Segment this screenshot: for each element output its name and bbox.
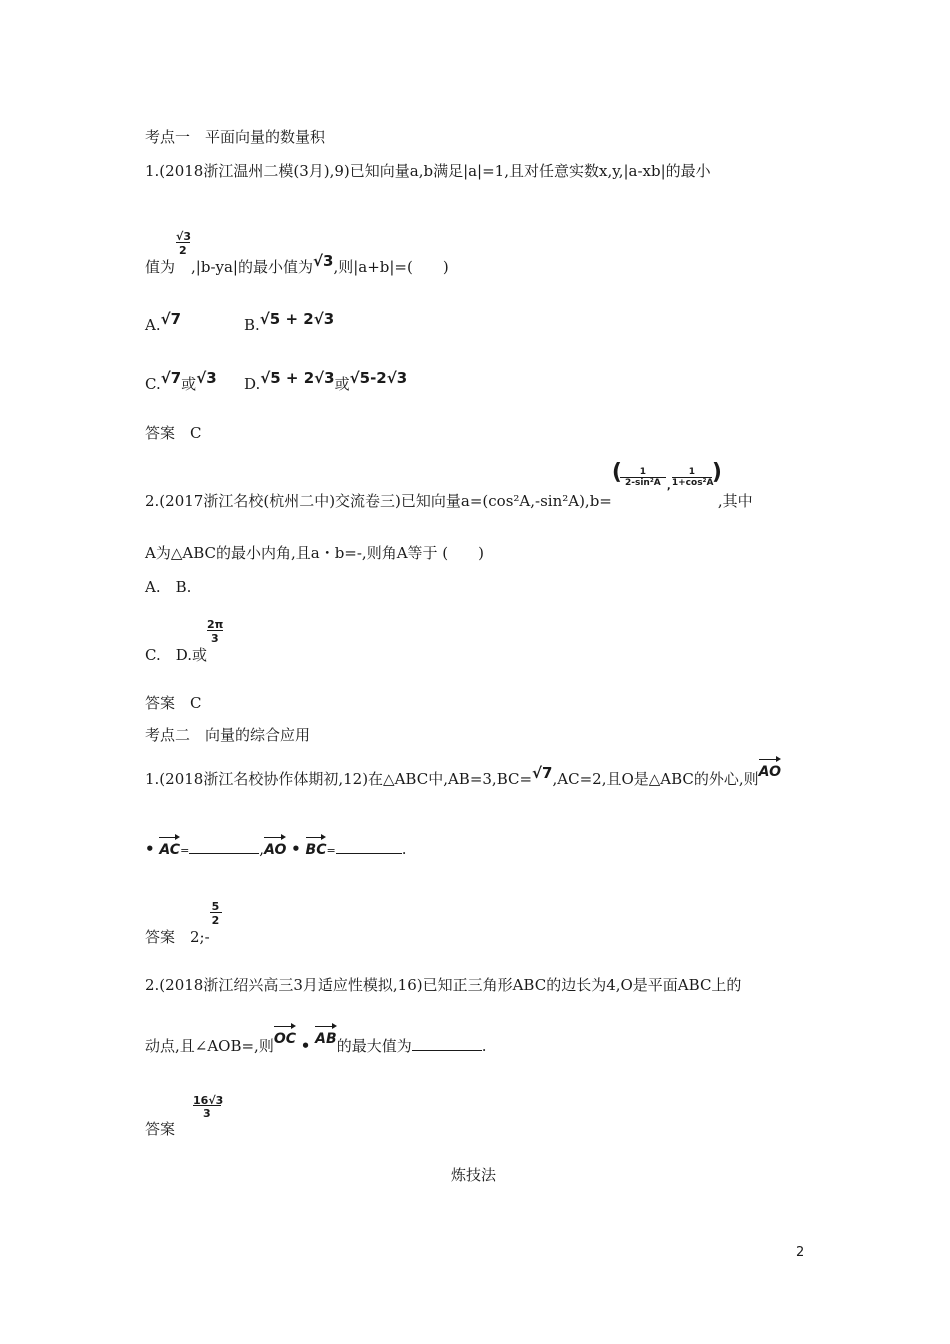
comma: , — [666, 481, 671, 492]
vector-oc — [274, 1030, 296, 1048]
stem-text: ,则|a+b|=( ) — [333, 258, 449, 276]
vector-label: AC — [159, 842, 181, 858]
option-value: √7 — [160, 369, 182, 387]
question-2-1-stem — [145, 764, 781, 789]
fraction-denominator: 2 — [179, 244, 187, 257]
option-c — [145, 369, 217, 393]
question-1-1-stem-line2 — [145, 230, 449, 276]
option-label: D. — [244, 375, 261, 393]
fraction-denominator: 2 — [211, 914, 220, 927]
answer-text: 答案 — [145, 1120, 176, 1138]
comma: , — [259, 840, 265, 858]
subheading: 炼技法 — [451, 1166, 497, 1184]
section-title-1: 考点一 平面向量的数量积 — [145, 128, 326, 146]
page-number: 2 — [796, 1245, 805, 1260]
fraction-numerator: √3 — [176, 230, 192, 243]
stem-text: 2.(2017浙江名校(杭州二中)交流卷三)已知向量a=(cos²A,-sin²A),b= — [145, 492, 612, 510]
fraction-denominator: 1+cos²A — [671, 478, 714, 488]
vector-b-components — [611, 460, 722, 506]
option-a — [145, 310, 182, 334]
fraction-denominator: 3 — [203, 1107, 211, 1120]
stem-text: 1.(2018浙江名校协作体期初,12)在△ABC中,AB=3,BC= — [145, 770, 533, 788]
vector-arrow-icon — [315, 1023, 337, 1029]
sqrt3: √3 — [312, 252, 334, 270]
fraction-5-over-2 — [210, 900, 222, 942]
question-2-2-stem-line2 — [145, 1031, 487, 1056]
question-2-1-blanks — [145, 840, 406, 860]
vector-ab — [315, 1030, 337, 1048]
answer-2-2 — [145, 1094, 225, 1138]
vector-label: AB — [315, 1031, 337, 1047]
vector-ao — [264, 841, 286, 859]
fraction-denominator: 2-sin²A — [624, 478, 661, 488]
vector-label: AO — [758, 764, 781, 780]
options-a-b: A. B. — [145, 578, 192, 596]
answer-1-1: 答案 C — [145, 424, 202, 442]
fraction-numerator: 2π — [206, 618, 224, 631]
question-1-2-stem — [145, 460, 753, 510]
question-1-1-stem: 1.(2018浙江温州二模(3月),9)已知向量a,b满足|a|=1,且对任意实数x,y,|a-xb|的最小 — [145, 162, 711, 180]
equals: = — [180, 844, 190, 857]
question-1-2-stem-line2: A为△ABC的最小内角,且a・b=-,则角A等于 ( ) — [145, 544, 485, 562]
answer-blank-1[interactable] — [189, 841, 259, 854]
left-paren: ( — [611, 460, 622, 485]
vector-label: OC — [273, 1031, 297, 1047]
fraction-sqrt3-over-2 — [175, 230, 192, 272]
dot-operator: • — [291, 840, 301, 858]
option-label: C. — [145, 375, 161, 393]
period: . — [481, 1037, 487, 1055]
answer-2-1 — [145, 900, 222, 946]
fraction-numerator: 1 — [639, 467, 646, 477]
option-value: √3 — [196, 369, 217, 387]
option-value: √5 + 2√3 — [259, 310, 335, 328]
stem-text: ,|b-ya|的最小值为 — [191, 258, 313, 276]
vector-label: AO — [264, 842, 287, 858]
equals: = — [326, 844, 336, 857]
fraction-1 — [620, 467, 666, 488]
answer-1-2: 答案 C — [145, 694, 202, 712]
vector-arrow-icon — [306, 834, 327, 840]
option-label: B. — [244, 316, 260, 334]
stem-text: 动点,且∠AOB=,则 — [145, 1037, 274, 1055]
fraction-denominator: 3 — [210, 632, 219, 645]
option-or: 或 — [181, 375, 197, 393]
option-value: √5-2√3 — [349, 369, 408, 387]
dot-operator: • — [300, 1037, 311, 1055]
vector-arrow-icon — [159, 834, 180, 840]
option-value: √7 — [160, 310, 182, 328]
option-or: 或 — [334, 375, 350, 393]
answer-blank-2[interactable] — [336, 841, 402, 854]
stem-text: ,AC=2,且O是△ABC的外心,则 — [552, 770, 759, 788]
fraction-numerator: 5 — [211, 900, 220, 913]
sqrt7: √7 — [532, 764, 553, 782]
options-text: C. D.或 — [145, 646, 207, 664]
fraction-numerator: 1 — [688, 467, 695, 477]
stem-text: 的最大值为 — [336, 1037, 412, 1055]
option-label: A. — [145, 316, 161, 334]
stem-text: 值为 — [145, 258, 176, 276]
vector-bc — [306, 841, 327, 859]
stem-text: ,其中 — [717, 492, 753, 510]
period: . — [401, 840, 407, 858]
right-paren: ) — [711, 460, 722, 485]
answer-blank[interactable] — [412, 1038, 482, 1051]
fraction-16sqrt3-over-3 — [175, 1094, 225, 1134]
dot-operator: • — [145, 840, 155, 858]
vector-label: BC — [305, 842, 327, 858]
vector-arrow-icon — [759, 756, 781, 762]
answer-text: 答案 2;- — [145, 928, 210, 946]
question-2-2-stem: 2.(2018浙江绍兴高三3月适应性模拟,16)已知正三角形ABC的边长为4,O是平面ABC上的 — [145, 976, 742, 994]
option-b — [244, 310, 335, 334]
fraction-2 — [672, 467, 712, 488]
vector-arrow-icon — [274, 1023, 296, 1029]
option-d — [244, 369, 408, 393]
vector-ac — [159, 841, 180, 859]
section-title-2: 考点二 向量的综合应用 — [145, 726, 311, 744]
fraction-numerator: 16√3 — [193, 1094, 224, 1107]
option-value: √5 + 2√3 — [260, 369, 335, 387]
vector-arrow-icon — [264, 834, 286, 840]
vector-ao — [759, 763, 781, 781]
